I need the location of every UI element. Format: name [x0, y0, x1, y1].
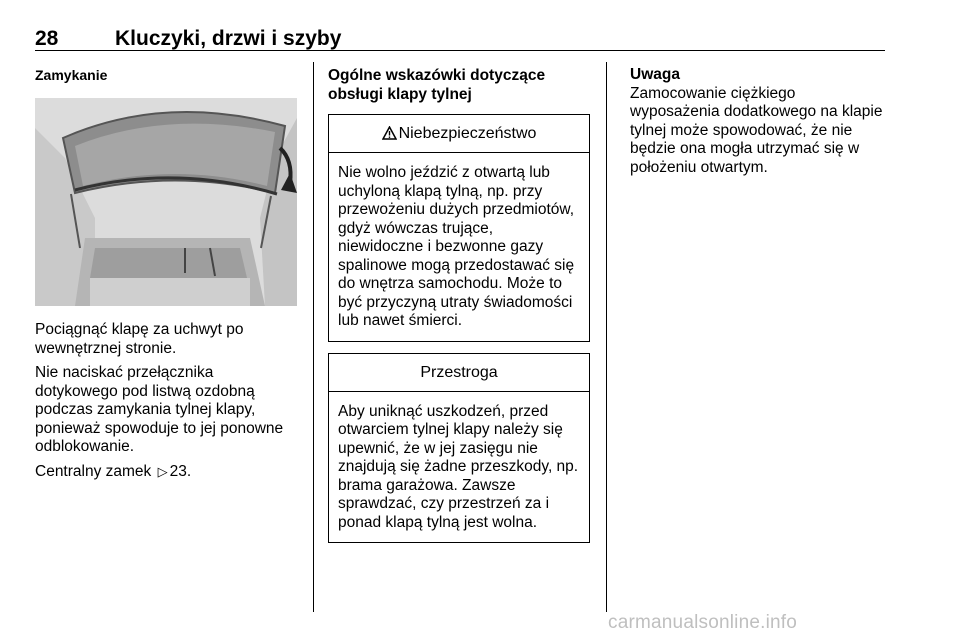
cross-reference: [35, 463, 300, 482]
danger-box: [328, 114, 590, 342]
reference-arrow-icon: ▷: [157, 463, 168, 479]
warning-triangle-icon: [382, 117, 397, 154]
column-note: [630, 66, 888, 177]
column-divider: [313, 62, 314, 612]
tailgate-photo: [35, 98, 297, 306]
page-header: [35, 27, 885, 49]
danger-body: Nie wolno jeździć z otwartą lub uchyloną klapą tylną, np. przy przewożeniu dużych przedmiotów, gdyż wówczas trujące, niewidoczne i bezwonne gazy spalinowe mogą przedostawać się do wnętrza samochodu. Może to być przyczyną utraty świadomości lub nawet śmierci.: [338, 164, 575, 329]
column-general-notes: [328, 66, 590, 543]
caution-box: [328, 353, 590, 544]
danger-heading-text: Niebezpieczeństwo: [398, 125, 537, 142]
column-closing: [35, 66, 300, 481]
header-divider: [35, 50, 885, 51]
paragraph: Nie naciskać przełącznika dotykowego pod listwą ozdobną podczas zamykania tylnej klapy, ponieważ spowoduje to jej ponowne odblokowanie.: [35, 364, 284, 455]
danger-heading: [329, 115, 589, 153]
paragraph: Pociągnąć klapę za uchwyt po wewnętrznej stronie.: [35, 321, 244, 357]
caution-body: Aby uniknąć uszkodzeń, przed otwarciem tylnej klapy należy się upewnić, że w jej zasięgu nie znajdują się żadne przeszkody, np. brama garażowa. Zawsze sprawdzać, czy przestrzeń za i ponad klapą tylną jest wolna.: [338, 402, 579, 531]
note-title: Uwaga: [630, 66, 680, 83]
reference-page: 23.: [169, 462, 192, 480]
reference-text: Centralny zamek: [35, 462, 152, 480]
caution-heading: Przestroga: [329, 354, 589, 392]
section-title-closing: Zamykanie: [35, 67, 108, 83]
note-body: Zamocowanie ciężkiego wyposażenia dodatkowego na klapie tylnej może spowodować, że nie będzie ona mogła utrzymać się w położeniu otwartym.: [630, 84, 883, 176]
watermark: carmanualsonline.info: [608, 612, 798, 633]
chapter-title: Kluczyki, drzwi i szyby: [115, 27, 342, 50]
column-divider: [606, 62, 607, 612]
section-title-general: Ogólne wskazówki dotyczące obsługi klapy tylnej: [328, 67, 546, 103]
page-number: 28: [35, 27, 59, 50]
